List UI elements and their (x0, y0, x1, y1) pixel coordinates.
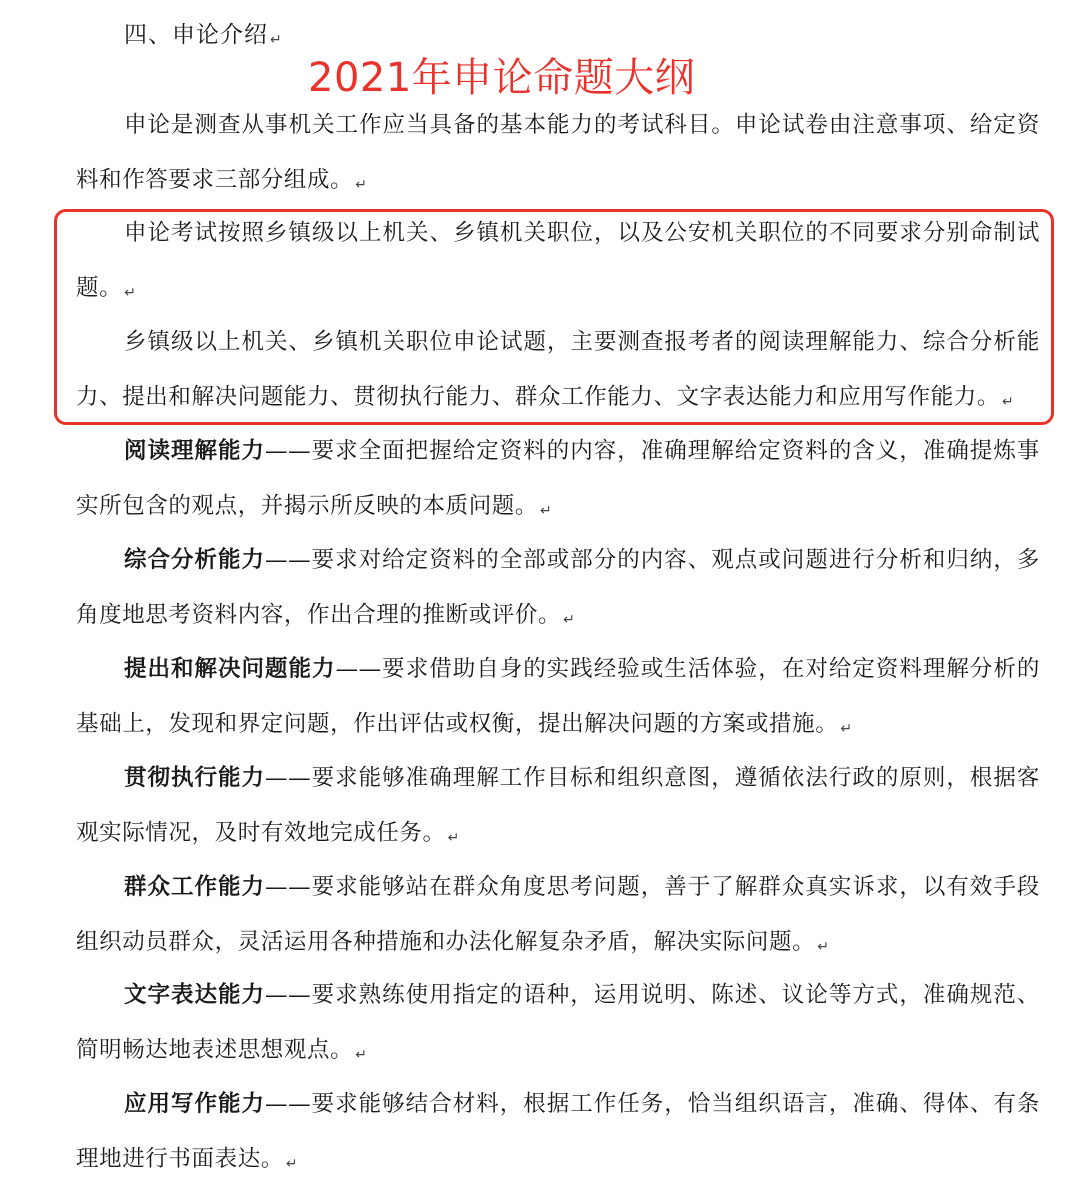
paragraph-exam-scope: 申论考试按照乡镇级以上机关、乡镇机关职位，以及公安机关职位的不同要求分别命制试题。 ↵ (76, 220, 1040, 301)
paragraph-abilities-overview: 乡镇级以上机关、乡镇机关职位申论试题，主要测查报考者的阅读理解能力、综合分析能力、提出和解决问题能力、贯彻执行能力、群众工作能力、文字表达能力和应用写作能力。 ↵ (76, 329, 1040, 410)
paragraph-mark-icon: ↵ (270, 32, 283, 48)
paragraph-mark-icon: ↵ (817, 938, 830, 955)
paragraph-comprehensive-analysis: 综合分析能力——要求对给定资料的全部或部分的内容、观点或问题进行分析和归纳，多角度地思考资料内容，作出合理的推断或评价。 ↵ (76, 547, 1040, 628)
paragraph-written-expression: 文字表达能力——要求熟练使用指定的语种，运用说明、陈述、议论等方式，准确规范、简明畅达地表述思想观点。 ↵ (76, 982, 1040, 1063)
paragraph-mark-icon: ↵ (447, 829, 460, 846)
overlay-title: 2021年申论命题大纲 (308, 55, 696, 101)
paragraph-problem-solving: 提出和解决问题能力——要求借助自身的实践经验或生活体验，在对给定资料理解分析的基础上，发现和界定问题，作出评估或权衡，提出解决问题的方案或措施。 ↵ (76, 656, 1040, 737)
paragraph-mark-icon: ↵ (355, 176, 368, 193)
paragraph-applied-writing: 应用写作能力——要求能够结合材料，根据工作任务，恰当组织语言，准确、得体、有条理地进行书面表达。 ↵ (76, 1091, 1040, 1172)
paragraph-reading-comprehension: 阅读理解能力——要求全面把握给定资料的内容，准确理解给定资料的含义，准确提炼事实所包含的观点，并揭示所反映的本质问题。 ↵ (76, 438, 1040, 519)
section-heading: 四、申论介绍 ↵ (124, 22, 283, 48)
paragraph-mark-icon: ↵ (285, 1155, 299, 1172)
paragraph-mark-icon: ↵ (563, 611, 576, 628)
paragraph-intro: 申论是测查从事机关工作应当具备的基本能力的考试科目。申论试卷由注意事项、给定资料和作答要求三部分组成。 ↵ (76, 112, 1040, 193)
paragraph-execution: 贯彻执行能力——要求能够准确理解工作目标和组织意图，遵循依法行政的原则，根据客观实际情况，及时有效地完成任务。 ↵ (76, 765, 1040, 846)
paragraph-public-work: 群众工作能力——要求能够站在群众角度思考问题，善于了解群众真实诉求，以有效手段组织动员群众，灵活运用各种措施和办法化解复杂矛盾，解决实际问题。 ↵ (76, 874, 1040, 955)
paragraph-mark-icon: ↵ (355, 1046, 368, 1063)
paragraph-mark-icon: ↵ (124, 284, 137, 301)
paragraph-mark-icon: ↵ (540, 502, 553, 519)
paragraph-mark-icon: ↵ (1002, 393, 1015, 410)
paragraph-mark-icon: ↵ (840, 720, 853, 737)
